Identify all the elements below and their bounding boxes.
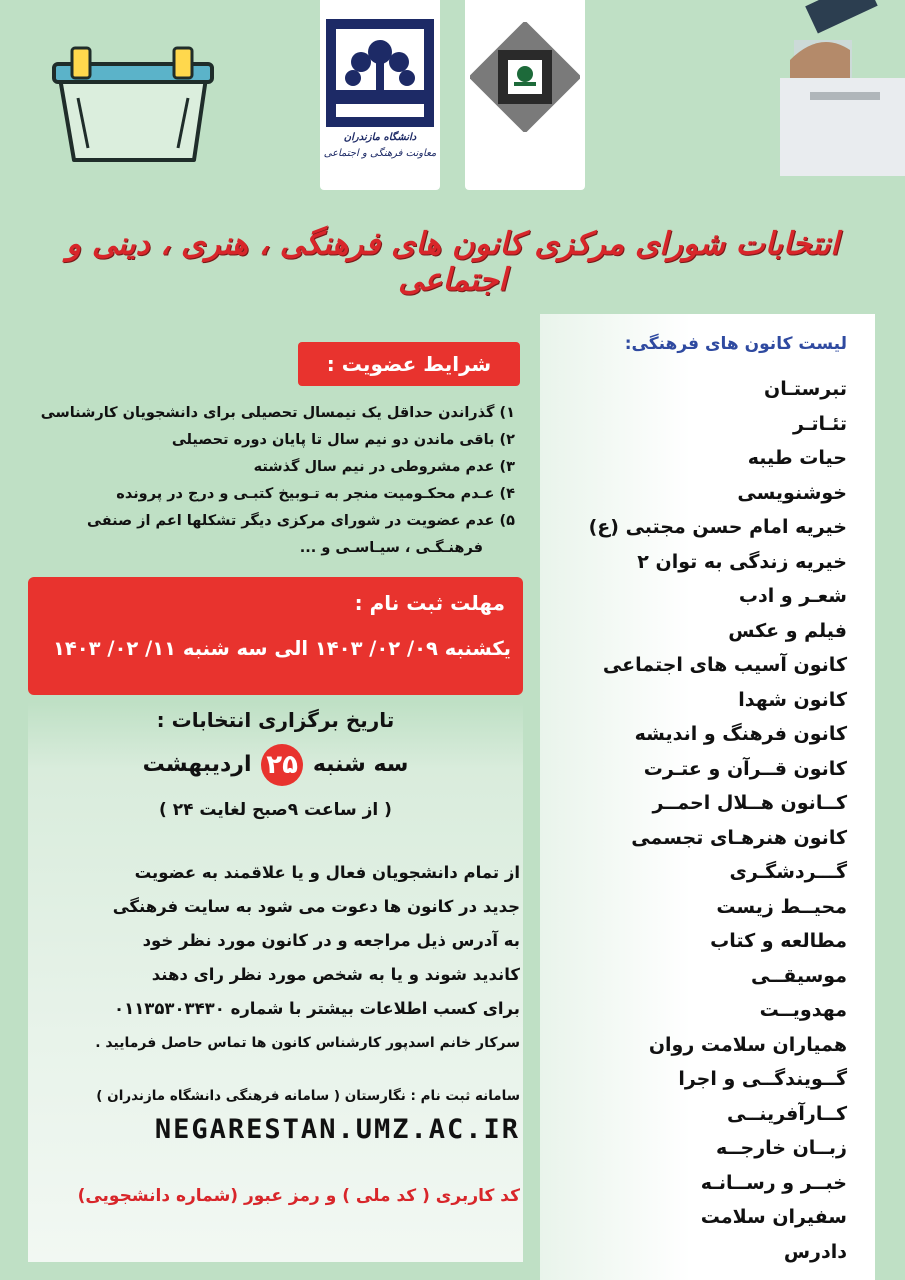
club-item: کانون آسیب های اجتماعی xyxy=(602,654,847,676)
condition-item: ۵) عدم عضویت در شورای مرکزی دیگر تشکلها اعم از صنفی xyxy=(87,513,515,529)
election-day-number: ۲۵ xyxy=(261,744,303,786)
club-item: تبرستـان xyxy=(764,378,847,400)
ballot-vote-illustration xyxy=(780,0,905,180)
condition-item: فرهنـگـی ، سیـاسـی و ... xyxy=(299,540,483,556)
election-date xyxy=(28,744,523,786)
university-logo-icon xyxy=(325,18,435,128)
club-item: زبــان خارجــه xyxy=(716,1137,847,1159)
election-weekday: سه شنبه xyxy=(312,752,409,777)
club-item: کانون شهدا xyxy=(738,688,847,711)
club-item: کانون هنرهـای تجسمی xyxy=(631,826,847,849)
deadline-dates: یکشنبه ۰۹/ ۰۲/ ۱۴۰۳ الی سه شنبه ۱۱/ ۰۲/ ۱۴۰۳ xyxy=(52,637,511,660)
club-item: کانون قــرآن و عتـرت xyxy=(643,757,847,780)
invitation-line: جدید در کانون ها دعوت می شود به سایت فرهنگی xyxy=(112,897,520,916)
club-item: گـــردشگـری xyxy=(729,861,847,883)
club-item: محیــط زیست xyxy=(716,895,847,918)
invitation-line: کاندید شوند و یا به شخص مورد نظر رای دهند xyxy=(151,965,520,984)
club-item: مطالعه و کتاب xyxy=(710,930,847,952)
club-item: سفیران سلامت xyxy=(700,1206,847,1228)
membership-heading: شرایط عضویت : xyxy=(298,342,520,386)
club-item: مهدویــت xyxy=(759,999,847,1021)
ballot-box-illustration xyxy=(48,38,218,168)
club-item: دادرس xyxy=(783,1240,847,1263)
club-item: فیلم و عکس xyxy=(728,619,847,642)
credentials-note: کد کاربری ( کد ملی ) و رمز عبور (شماره دانشجویی) xyxy=(77,1186,520,1206)
club-item: کانون فرهنگ و اندیشه xyxy=(634,723,847,745)
clubs-panel xyxy=(540,314,875,1280)
club-item: خبــر و رســانـه xyxy=(700,1171,847,1194)
university-name: دانشگاه مازندران xyxy=(343,132,417,143)
university-logo-panel xyxy=(320,0,440,190)
club-item: خیریه امام حسن مجتبی (ع) xyxy=(588,516,847,538)
election-hours: ( از ساعت ۹صبح لغایت ۲۴ ) xyxy=(159,800,392,820)
club-item: کــارآفرینــی xyxy=(727,1102,847,1125)
invitation-line: از تمام دانشجویان فعال و یا علاقمند به عضویت xyxy=(134,863,520,882)
club-item: حیات طیبه xyxy=(747,447,847,469)
club-item: خیریه زندگی به توان ۲ xyxy=(637,550,847,573)
election-label: تاریخ برگزاری انتخابات : xyxy=(156,708,395,732)
university-department: معاونت فرهنگی و اجتماعی xyxy=(323,148,437,159)
club-item: شعـر و ادب xyxy=(738,585,847,607)
condition-item: ۴) عـدم محکـومیت منجر به تـوبیخ کتبـی و درج در پرونده xyxy=(116,486,515,502)
club-item: موسیقــی xyxy=(750,964,847,987)
club-item: کــانون هــلال احمــر xyxy=(652,792,847,814)
registration-website-link[interactable]: NEGARESTAN.UMZ.AC.IR xyxy=(154,1114,520,1145)
condition-item: ۱) گذراندن حداقل یک نیمسال تحصیلی برای دانشجویان کارشناسی xyxy=(40,405,515,421)
clubs-list xyxy=(589,372,847,1269)
main-title: انتخابات شورای مرکزی کانون های فرهنگی ، هنری ، دینی و اجتماعی xyxy=(66,226,839,298)
club-item: خوشنویسی xyxy=(737,481,847,504)
club-item: گــویندگــی و اجرا xyxy=(678,1068,847,1090)
club-item: همیاران سلامت روان xyxy=(648,1033,847,1056)
deadline-label: مهلت ثبت نام : xyxy=(354,591,505,615)
cultural-emblem-icon xyxy=(470,22,580,132)
election-month: اردیبهشت xyxy=(142,752,252,777)
invitation-line: برای کسب اطلاعات بیشتر با شماره ۰۱۱۳۵۳۰۳۴۳۰ xyxy=(114,999,520,1018)
clubs-heading: لیست کانون های فرهنگی: xyxy=(624,334,847,354)
invitation-text xyxy=(30,856,520,1060)
membership-conditions xyxy=(30,400,515,562)
cultural-logo-panel xyxy=(465,0,585,190)
club-item: تئـاتـر xyxy=(793,412,847,435)
invitation-line: سرکار خانم اسدپور کارشناس کانون ها تماس حاصل فرمایید . xyxy=(95,1035,520,1051)
condition-item: ۲) باقی ماندن دو نیم سال تا پایان دوره تحصیلی xyxy=(171,432,515,448)
registration-system-label: سامانه ثبت نام : نگارستان ( سامانه فرهنگی دانشگاه مازندران ) xyxy=(96,1088,520,1104)
invitation-line: به آدرس ذیل مراجعه و در کانون مورد نظر خود xyxy=(142,931,520,950)
deadline-box xyxy=(28,577,523,695)
condition-item: ۳) عدم مشروطی در نیم سال گذشته xyxy=(253,459,515,475)
